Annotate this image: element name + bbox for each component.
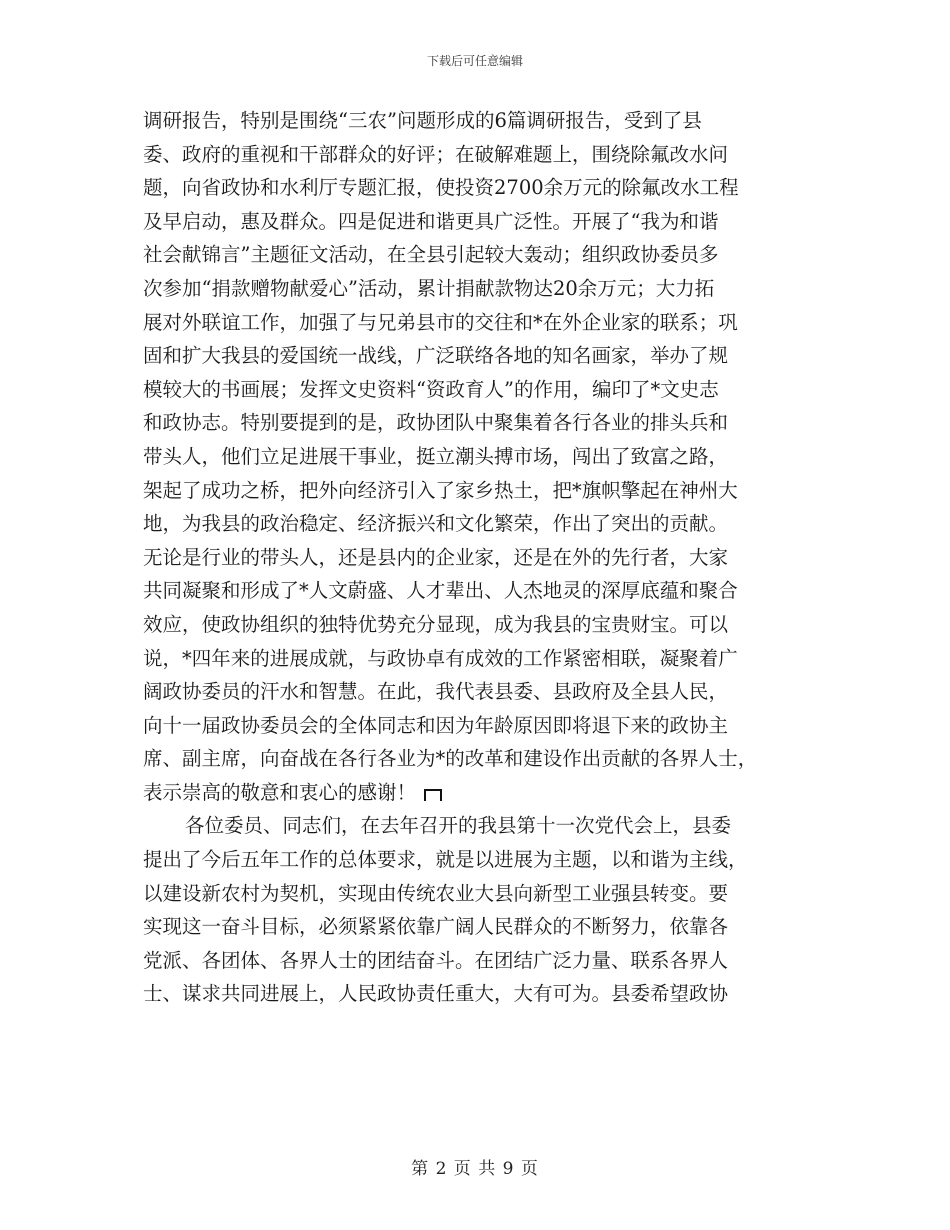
text-line: 各位委员、同志们，在去年召开的我县第十一次党代会上，县委 — [185, 814, 732, 838]
page-header: 下载后可任意编辑 — [426, 54, 523, 68]
text-line: 阔政协委员的汗水和智慧。在此，我代表县委、县政府及全县人民， — [143, 680, 729, 704]
text-line: 以建设新农村为契机，实现由传统农业大县向新型工业强县转变。要 — [143, 881, 729, 905]
text-line: 士、谋求共同进展上，人民政协责任重大，大有可为。县委希望政协 — [143, 982, 729, 1006]
text-line: 次参加“捐款赠物献爱心”活动，累计捐献款物达20余万元；大力拓 — [143, 276, 715, 300]
text-line: 固和扩大我县的爱国统一战线，广泛联络各地的知名画家，举办了规 — [143, 344, 729, 368]
text-line: 地，为我县的政治稳定、经济振兴和文化繁荣，作出了突出的贡献。 — [143, 512, 729, 536]
text-line: 无论是行业的带头人，还是县内的企业家，还是在外的先行者，大家 — [143, 545, 729, 569]
text-line: 向十一届政协委员会的全体同志和因为年龄原因即将退下来的政协主 — [143, 713, 729, 737]
text-line-last — [143, 776, 823, 810]
text-line: 和政协志。特别要提到的是，政协团队中聚集着各行各业的排头兵和 — [143, 411, 729, 435]
text-line: 社会献锦言”主题征文活动，在全县引起较大轰动；组织政协委员多 — [143, 243, 719, 267]
text-line: 委、政府的重视和干部群众的好评；在破解难题上，围绕除氟改水问 — [143, 142, 729, 166]
text-line: 党派、各团体、各界人士的团结奋斗。在团结广泛力量、联系各界人 — [143, 948, 729, 972]
text-line: 效应，使政协组织的独特优势充分显现，成为我县的宝贵财宝。可以 — [143, 612, 729, 636]
text-line: 及早启动，惠及群众。四是促进和谐更具广泛性。开展了“我为和谐 — [143, 209, 719, 233]
text-line: 架起了成功之桥，把外向经济引入了家乡热土，把*旗帜擎起在神州大 — [143, 478, 738, 502]
text-line: 提出了今后五年工作的总体要求，就是以进展为主题，以和谐为主线， — [143, 848, 748, 872]
text-line: 席、副主席，向奋战在各行各业为*的改革和建设作出贡献的各界人士， — [143, 747, 758, 771]
page-number: 第 2 页 共 9 页 — [411, 1159, 539, 1179]
text-line: 说，*四年来的进展成就，与政协卓有成效的工作紧密相联，凝聚着广 — [143, 646, 738, 670]
text-line: 共同凝聚和形成了*人文蔚盛、人才辈出、人杰地灵的深厚底蕴和聚合 — [143, 579, 738, 603]
text-line: 展对外联谊工作，加强了与兄弟县市的交往和*在外企业家的联系；巩 — [143, 310, 738, 334]
text-line: 实现这一奋斗目标，必须紧紧依靠广阔人民群众的不断努力，依靠各 — [143, 915, 729, 939]
paragraph-mark-icon — [424, 789, 442, 801]
text-line-content: 表示崇高的敬意和衷心的感谢！ — [143, 780, 417, 804]
text-line: 题，向省政协和水利厅专题汇报，使投资2700余万元的除氟改水工程 — [143, 176, 739, 200]
text-line: 带头人，他们立足进展干事业，挺立潮头搏市场，闯出了致富之路， — [143, 444, 729, 468]
document-body — [143, 104, 823, 1011]
text-line: 模较大的书画展；发挥文史资料“资政育人”的作用，编印了*文史志 — [143, 377, 719, 401]
text-line: 调研报告，特别是围绕“三农”问题形成的6篇调研报告，受到了县 — [143, 109, 702, 132]
